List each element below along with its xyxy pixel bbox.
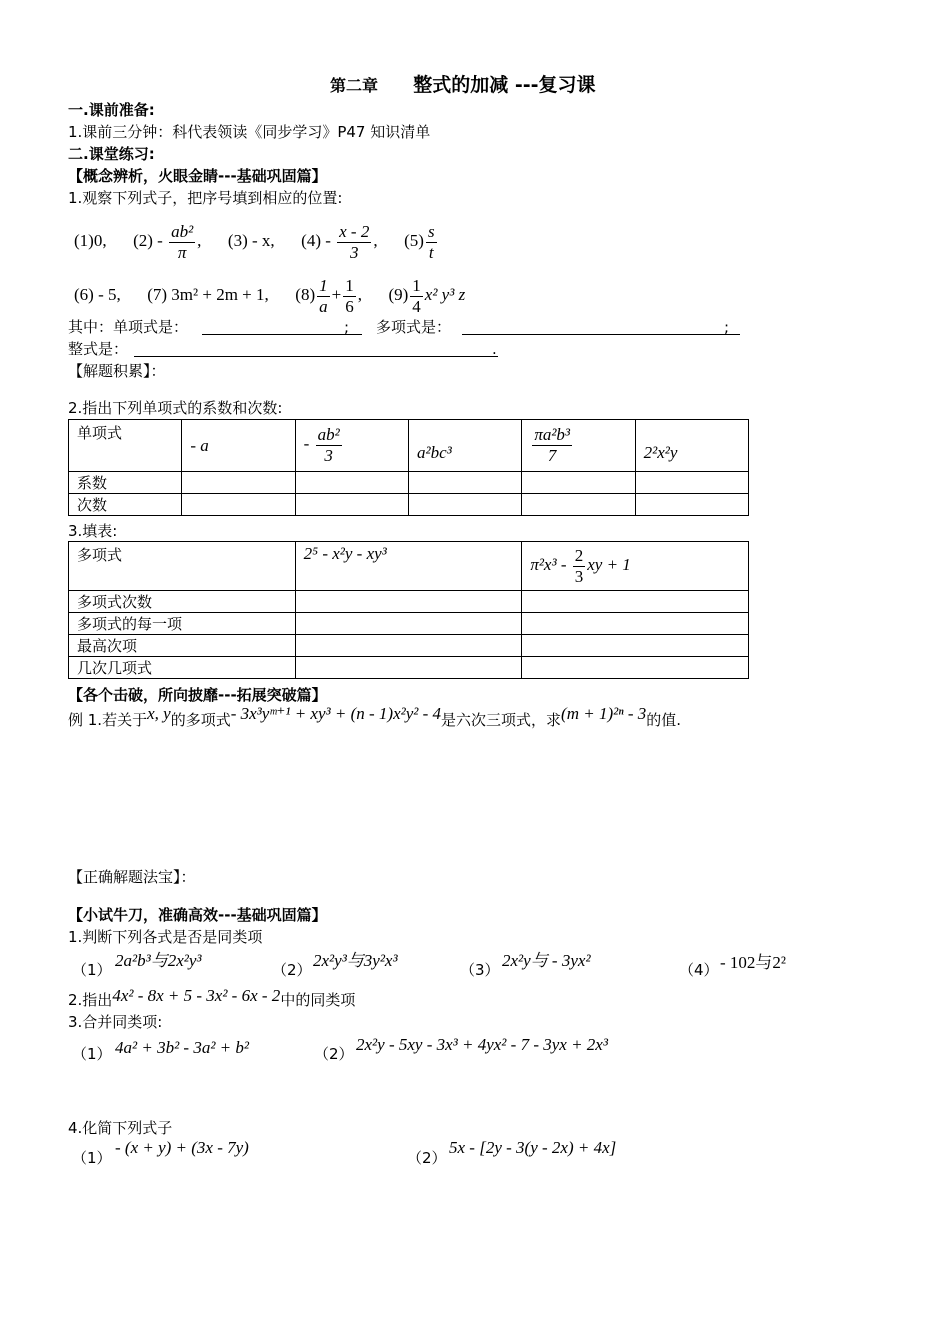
practice-1-expr-4: - 102与2² [720,953,787,972]
answer-cell[interactable] [522,657,749,679]
example-1-polynomial: - 3x³yᵐ⁺¹ + xy³ + (n - 1)x²y² - 4 [230,704,442,723]
practice-4-prompt: 4.化简下列式子 [68,1119,173,1137]
expr-8-label: (8) [295,284,316,304]
answer-cell[interactable] [182,494,295,516]
answer-cell[interactable] [522,494,635,516]
practice-4-label-1: （1） [72,1149,112,1167]
expr-2-fraction: $\frac{\text{ab²}}{\pi}$ [171,222,194,262]
expr-9-label: (9) [388,284,409,304]
expr-9-fraction: $\frac{1}{4}$ [412,276,421,316]
table-row-label: 最高次项 [69,635,296,657]
practice-4-expr-1: - (x + y) + (3x - 7y) [115,1138,249,1157]
integral-period: . [492,340,497,358]
expr-4-fraction: $\frac{x - 2}{3}$ [339,222,370,262]
expr-4-sign: (4) - [301,230,331,250]
table-row-label: 几次几项式 [69,657,296,679]
expr-1: (1)0, [74,230,107,250]
section-1-item-1: 1.课前三分钟：科代表领读《同步学习》P47 知识清单 [68,123,431,141]
section-2-heading: 二.课堂练习: [68,145,155,163]
table-row-label: 多项式 [69,542,296,591]
answer-cell[interactable] [522,635,749,657]
practice-3-label-2: （2） [314,1045,354,1063]
block-3-heading: 【小试牛刀，准确高效---基础巩固篇】 [68,906,327,924]
example-1-expression: (m + 1)²ⁿ - 3 [561,704,647,723]
practice-4-label-2: （2） [407,1149,447,1167]
answer-cell[interactable] [295,657,522,679]
expr-9-monomial: x² y³ z [424,284,466,304]
answer-cell[interactable] [635,472,748,494]
polynomial-semicolon: ; [724,318,730,336]
practice-3-label-1: （1） [72,1045,112,1063]
block-2-heading: 【各个击破，所向披靡---拓展突破篇】 [68,686,327,704]
question-2-prompt: 2.指出下列单项式的系数和次数: [68,399,283,417]
monomial-table [68,419,749,516]
monomial-3: a²bc³ [408,420,521,472]
expr-5-fraction: $\frac{s}{t}$ [427,222,435,262]
expr-8-fraction-2: $\frac{1}{6}$ [345,276,354,316]
expr-5-label: (5) [404,230,424,250]
practice-2-expression: 4x² - 8x + 5 - 3x² - 6x - 2 [112,986,281,1005]
title-main: 整式的加减 ---复习课 [413,74,596,96]
polynomial-2: π²x³ - $\frac{2}{3}$ xy + 1 [522,542,749,591]
monomial-5: 2²x²y [635,420,748,472]
answer-cell[interactable] [295,613,522,635]
practice-1-expr-1: 2a²b³与2x²y³ [115,951,202,970]
monomial-semicolon: ; [344,318,350,336]
answer-cell[interactable] [522,613,749,635]
answer-cell[interactable] [182,472,295,494]
expr-8-fraction-1: $\frac{1}{a}$ [319,276,328,316]
page-title [330,74,596,97]
polynomial-1: 2⁵ - x²y - xy³ [295,542,522,591]
practice-1-label-2: （2） [272,961,312,979]
question-1-expressions-row-2: (6) - 5, (7) 3m² + 2m + 1, (8) $\frac{1}{a}$ + $\frac{1}{6}$ , (9) $\frac{1}{4}$ x² y³ z [74,276,466,316]
monomial-1: - a [182,420,295,472]
table-row-label: 单项式 [69,420,182,472]
monomial-answer-line[interactable] [202,334,362,335]
question-3-prompt: 3.填表: [68,522,118,540]
polynomial-table [68,541,749,679]
table-row-label: 次数 [69,494,182,516]
table-row-label: 多项式的每一项 [69,613,296,635]
answer-cell[interactable] [295,494,408,516]
method-heading: 【正确解题法宝】： [68,868,196,886]
expr-3: (3) - x, [227,230,275,250]
practice-1-label-4: （4） [679,961,719,979]
question-1-expressions-row-1: (1)0, (2) - $\frac{\text{ab²}}{\pi}$ , (3) - x, (4) - $\frac{x - 2}{3}$ , (5) $\frac{s}{t}$ [74,222,435,262]
practice-2: 2.指出4x² - 8x + 5 - 3x² - 6x - 2中的同类项 [68,986,356,1009]
answer-cell[interactable] [635,494,748,516]
title-chapter: 第二章 [330,76,379,95]
monomial-label: 其中：单项式是： [68,318,189,336]
polynomial-answer-line[interactable] [462,334,740,335]
block-1-heading: 【概念辨析，火眼金睛---基础巩固篇】 [68,167,327,185]
answer-cell[interactable] [295,635,522,657]
integral-answer-line[interactable] [134,356,498,357]
integral-label: 整式是： [68,340,129,358]
accumulation-heading: 【解题积累】： [68,362,166,380]
example-1: 例 1.若关于x, y的多项式- 3x³yᵐ⁺¹ + xy³ + (n - 1)x²y² - 4是六次三项式，求(m + 1)²ⁿ - 3的值. [68,704,682,729]
practice-1-prompt: 1.判断下列各式是否是同类项 [68,928,263,946]
monomial-4: $\frac{\text{πa²b³}}{7}$ [522,420,635,472]
practice-1-expr-3: 2x²y与 - 3yx² [502,951,591,970]
practice-1-expr-2: 2x²y³与3y²x³ [313,951,398,970]
answer-cell[interactable] [295,472,408,494]
table-row-label: 系数 [69,472,182,494]
practice-4-expr-2: 5x - [2y - 3(y - 2x) + 4x] [449,1138,617,1157]
answer-cell[interactable] [522,472,635,494]
practice-3-expr-2: 2x²y - 5xy - 3x³ + 4yx² - 7 - 3yx + 2x³ [356,1035,608,1054]
practice-1-label-3: （3） [460,961,500,979]
expr-2-sign: (2) - [133,230,163,250]
expr-6: (6) - 5, [74,284,121,304]
practice-3-prompt: 3.合并同类项: [68,1013,163,1031]
answer-cell[interactable] [408,472,521,494]
practice-3-expr-1: 4a² + 3b² - 3a² + b² [115,1038,249,1057]
expr-7: (7) 3m² + 2m + 1, [147,284,269,304]
section-1-heading: 一.课前准备: [68,101,155,119]
polynomial-label: 多项式是： [376,318,452,336]
question-1-prompt: 1.观察下列式子，把序号填到相应的位置: [68,189,343,207]
monomial-2: - $\frac{\text{ab²}}{3}$ [295,420,408,472]
answer-cell[interactable] [522,591,749,613]
table-row-label: 多项式次数 [69,591,296,613]
answer-cell[interactable] [408,494,521,516]
practice-1-label-1: （1） [72,961,112,979]
answer-cell[interactable] [295,591,522,613]
